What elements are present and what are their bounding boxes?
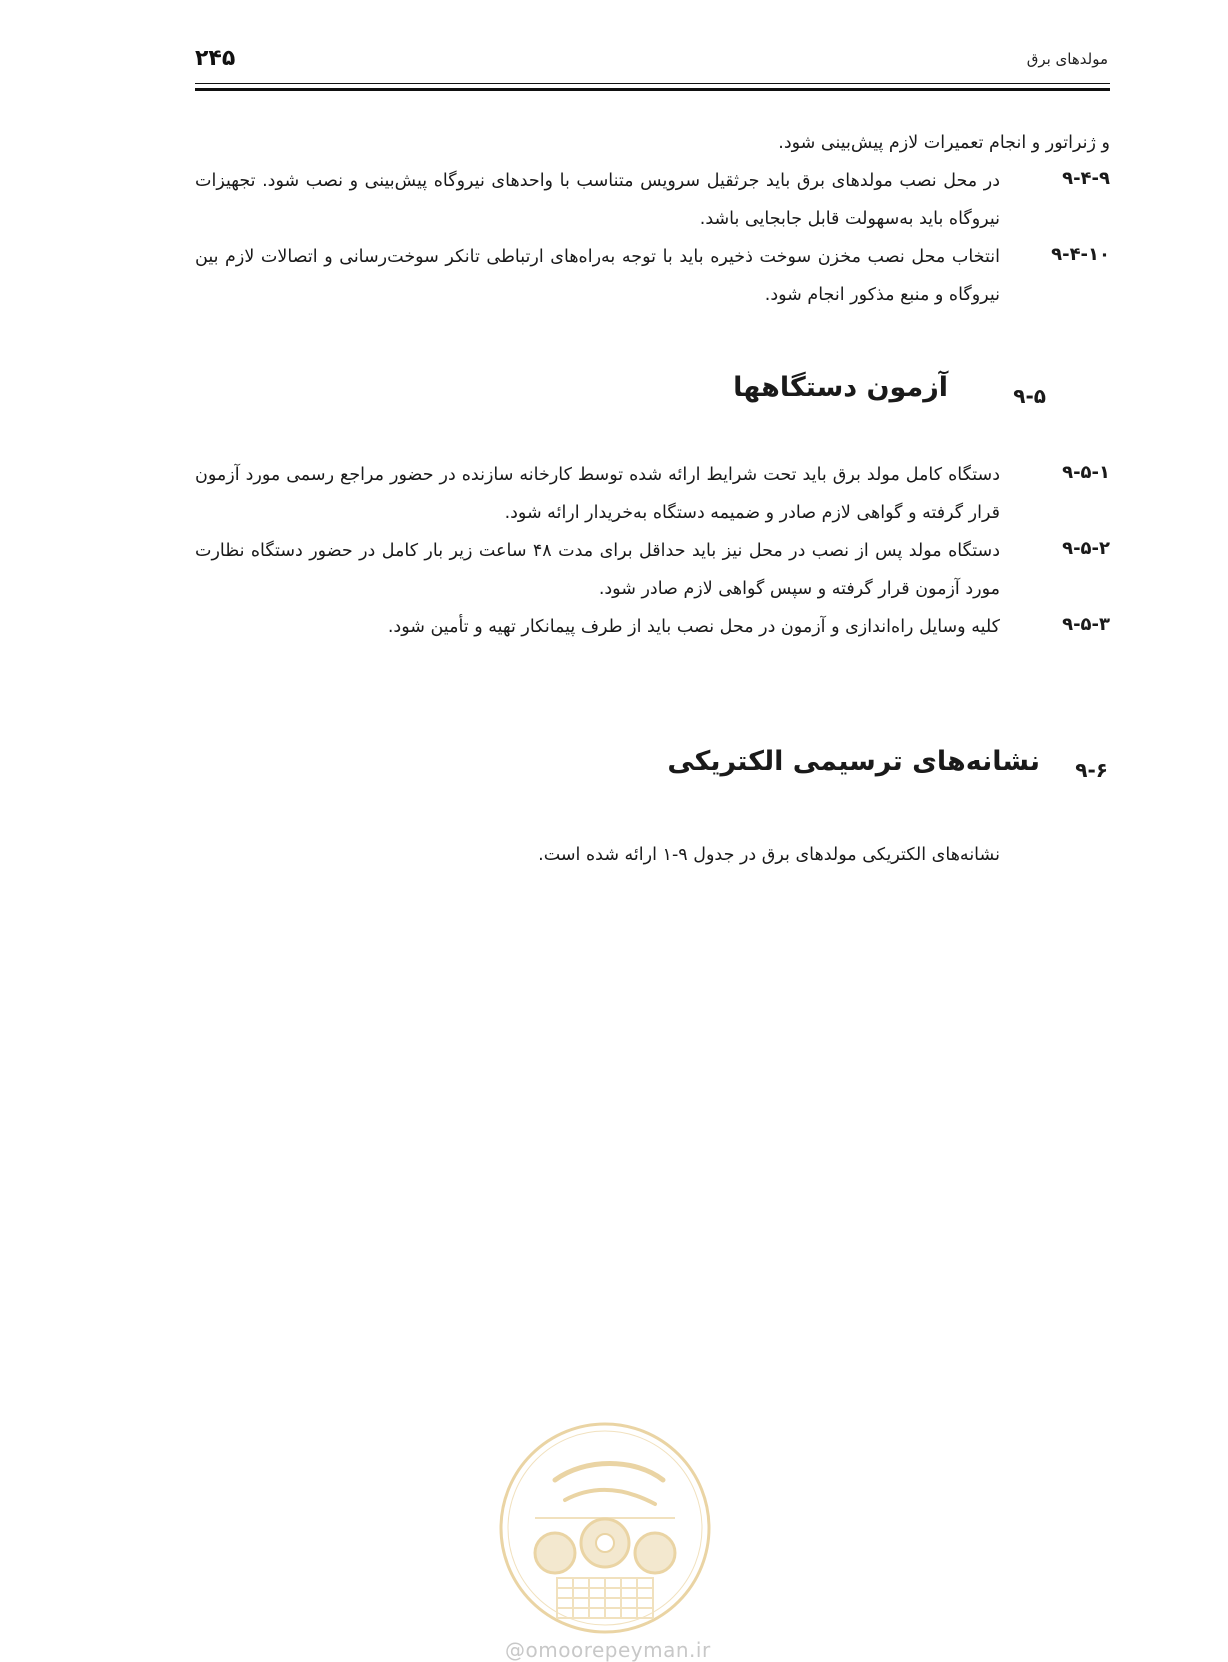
clause-9-5-1: [195, 456, 1110, 532]
clause-number: ۹-۵-۱: [1062, 462, 1110, 483]
header-rule-thick: [195, 88, 1110, 91]
section-title: نشانه‌های ترسیمی الکتریکی: [667, 746, 1040, 777]
clause-text: انتخاب محل نصب مخزن سوخت ذخیره باید با توجه به‌راه‌های ارتباطی تانکر سوخت‌رسانی و اتصالات لازم بین نیروگاه و منبع مذکور انجام شود.: [195, 247, 1000, 305]
clause-number: ۹-۵-۳: [1062, 614, 1110, 635]
clause-9-5-2: [195, 532, 1110, 608]
header-rule-thin: [195, 83, 1110, 84]
clause-9-4-9: [195, 162, 1110, 238]
clause-9-5-3: [195, 608, 1110, 646]
clause-number: ۹-۴-۹: [1062, 168, 1110, 189]
publisher-seal-watermark: [495, 1418, 715, 1638]
clause-number: ۹-۴-۱۰: [1051, 244, 1110, 265]
section-number: ۹-۵: [1013, 384, 1046, 408]
clause-9-4-10: [195, 238, 1110, 314]
section-paragraph: نشانه‌های الکتریکی مولدهای برق در جدول ۹-۱ ارائه شده است.: [538, 845, 1000, 865]
page-number: ۲۴۵: [195, 46, 236, 71]
continuation-paragraph: و ژنراتور و انجام تعمیرات لازم پیش‌بینی شود.: [778, 133, 1110, 153]
watermark-website: @omoorepeyman.ir: [505, 1638, 711, 1662]
clause-text: دستگاه مولد پس از نصب در محل نیز باید حداقل برای مدت ۴۸ ساعت زیر بار کامل در حضور دستگاه نظارت مورد آزمون قرار گرفته و سپس گواهی لازم صادر شود.: [195, 541, 1000, 599]
clause-number: ۹-۵-۲: [1062, 538, 1110, 559]
running-head-title: مولدهای برق: [1026, 50, 1108, 68]
clause-text: در محل نصب مولدهای برق باید جرثقیل سرویس متناسب با واحدهای نیروگاه پیش‌بینی و نصب شود. تجهیزات نیروگاه باید به‌سهولت قابل جابجایی باشد.: [195, 171, 1000, 229]
clause-text: دستگاه کامل مولد برق باید تحت شرایط ارائه شده توسط کارخانه سازنده در حضور مراجع رسمی مورد آزمون قرار گرفته و گواهی لازم صادر و ضمیمه دستگاه به‌خریدار ارائه شود.: [195, 465, 1000, 523]
section-title: آزمون دستگاهها: [733, 372, 948, 403]
clause-text: کلیه وسایل راه‌اندازی و آزمون در محل نصب باید از طرف پیمانکار تهیه و تأمین شود.: [387, 617, 1000, 637]
section-number: ۹-۶: [1075, 758, 1108, 782]
